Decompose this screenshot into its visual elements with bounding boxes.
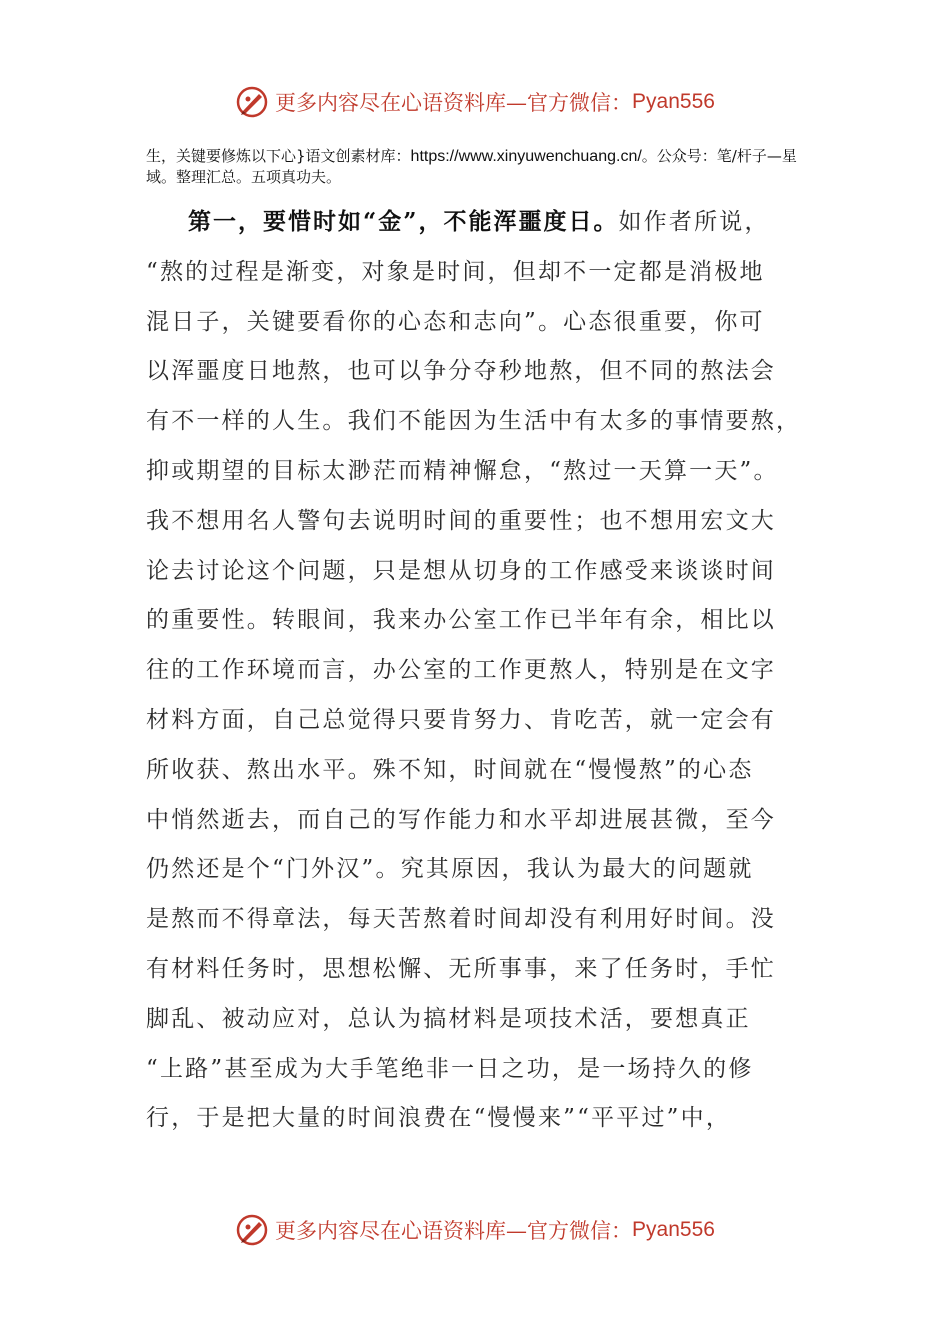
paragraph-line: 论去讨论这个问题，只是想从切身的工作感受来谈谈时间: [146, 557, 776, 584]
paragraph-line: 的重要性。转眼间，我来办公室工作已半年有余，相比以: [146, 607, 776, 634]
header-banner: [0, 82, 950, 122]
intro-text: [146, 146, 806, 188]
footer-wechat-id: Pyan556: [632, 1218, 715, 1241]
paragraph-line: 中悄然逝去，而自己的写作能力和水平却进展甚微，至今: [146, 806, 776, 833]
paragraph-line: 仍然还是个“门外汉”。究其原因，我认为最大的问题就: [146, 856, 754, 883]
intro-part2: 。公众号：笔/杆子—星域。整理汇总。五项真功夫。: [146, 147, 797, 186]
paragraph-line: 有材料任务时，思想松懈、无所事事，来了任务时，手忙: [146, 955, 776, 982]
paragraph-line: 混日子，关键要看你的心态和志向”。心态很重要，你可: [146, 308, 765, 335]
paragraph-line: 有不一样的人生。我们不能因为生活中有太多的事情要熬，: [146, 408, 802, 435]
section-heading: 第一，要惜时如“金”，不能浑噩度日。: [188, 208, 619, 235]
footer-banner-text: 更多内容尽在心语资料库—官方微信：: [275, 1219, 633, 1243]
intro-url-link[interactable]: https://www.xinyuwenchuang.cn/: [410, 148, 642, 165]
header-banner-text: 更多内容尽在心语资料库—官方微信：: [275, 91, 633, 115]
paragraph-line: 我不想用名人警句去说明时间的重要性；也不想用宏文大: [146, 507, 776, 534]
body-paragraph: [146, 202, 806, 1148]
paragraph-line: 行，于是把大量的时间浪费在“慢慢来”“平平过”中，: [146, 1105, 732, 1132]
paragraph-line: [146, 202, 806, 252]
pen-logo-icon: [235, 85, 269, 119]
first-line-text: 如作者所说，: [618, 209, 770, 235]
paragraph-line: 往的工作环境而言，办公室的工作更熬人，特别是在文字: [146, 657, 776, 684]
paragraph-line: 以浑噩度日地熬，也可以争分夺秒地熬，但不同的熬法会: [146, 358, 776, 385]
pen-logo-icon: [235, 1213, 269, 1247]
paragraph-line: 抑或期望的目标太渺茫而精神懈怠，“熬过一天算一天”。: [146, 457, 779, 484]
paragraph-line: 材料方面，自己总觉得只要肯努力、肯吃苦，就一定会有: [146, 706, 776, 733]
intro-part1: 生，关键要修炼以下心}语文创素材库：: [146, 147, 411, 165]
paragraph-line: “上路”甚至成为大手笔绝非一日之功，是一场持久的修: [146, 1055, 754, 1082]
header-wechat-id: Pyan556: [632, 90, 715, 113]
footer-banner: [0, 1210, 950, 1250]
paragraph-line: 脚乱、被动应对，总认为搞材料是项技术活，要想真正: [146, 1005, 751, 1032]
paragraph-line: “熬的过程是渐变，对象是时间，但却不一定都是消极地: [146, 258, 765, 285]
paragraph-line: 是熬而不得章法，每天苦熬着时间却没有利用好时间。没: [146, 906, 776, 933]
paragraph-line: 所收获、熬出水平。殊不知，时间就在“慢慢熬”的心态: [146, 756, 754, 783]
